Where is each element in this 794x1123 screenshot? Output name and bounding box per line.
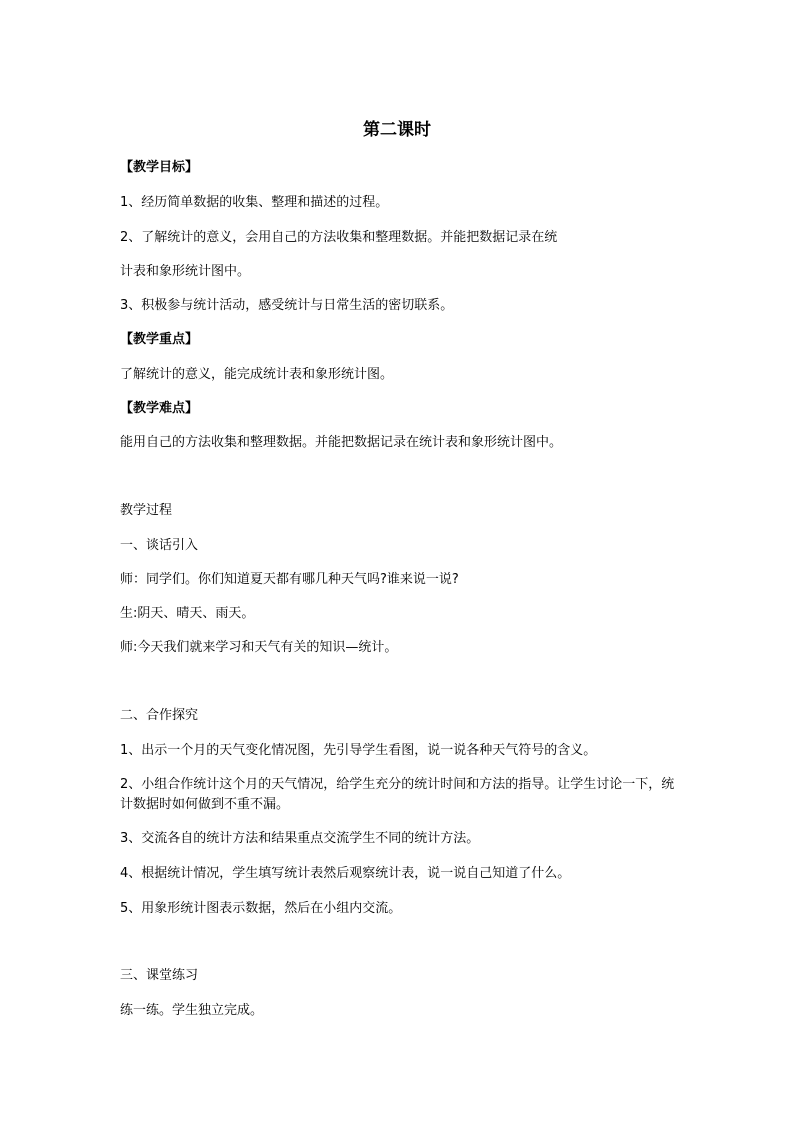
- key-points-heading: 【教学重点】: [120, 332, 199, 347]
- section1-line-3: 师:今天我们就来学习和天气有关的知识—统计。: [120, 640, 398, 655]
- page-title: 第二课时: [363, 120, 431, 140]
- section3-line-1: 练一练。学生独立完成。: [120, 1003, 264, 1018]
- objective-item-3: 3、积极参与统计活动，感受统计与日常生活的密切联系。: [120, 298, 454, 313]
- difficulties-heading: 【教学难点】: [120, 401, 199, 416]
- key-points-text: 了解统计的意义，能完成统计表和象形统计图。: [120, 367, 394, 382]
- section1-line-2: 生:阴天、晴天、雨天。: [120, 606, 255, 621]
- objective-item-2-continued: 计表和象形统计图中。: [120, 264, 251, 279]
- section1-line-1: 师：同学们。你们知道夏天都有哪几种天气吗?谁来说一说?: [120, 572, 459, 587]
- section1-heading: 一、谈话引入: [120, 538, 199, 553]
- difficulties-text: 能用自己的方法收集和整理数据。并能把数据记录在统计表和象形统计图中。: [120, 435, 563, 450]
- objective-item-1: 1、经历简单数据的收集、整理和描述的过程。: [120, 195, 389, 210]
- section2-heading: 二、合作探究: [120, 708, 199, 723]
- section2-line-5: 5、用象形统计图表示数据，然后在小组内交流。: [120, 901, 402, 916]
- section2-line-2: 2、小组合作统计这个月的天气情况，给学生充分的统计时间和方法的指导。让学生讨论一下，统计数据时如何做到不重不漏。: [120, 777, 675, 812]
- objective-item-2: 2、了解统计的意义，会用自己的方法收集和整理数据。并能把数据记录在统: [120, 230, 558, 245]
- section2-line-1: 1、出示一个月的天气变化情况图，先引导学生看图，说一说各种天气符号的含义。: [120, 743, 597, 758]
- section2-line-3: 3、交流各自的统计方法和结果重点交流学生不同的统计方法。: [120, 831, 480, 846]
- section3-heading: 三、课堂练习: [120, 968, 199, 983]
- objectives-heading: 【教学目标】: [120, 160, 199, 175]
- process-heading: 教学过程: [120, 503, 173, 518]
- section2-line-4: 4、根据统计情况，学生填写统计表然后观察统计表，说一说自己知道了什么。: [120, 866, 571, 881]
